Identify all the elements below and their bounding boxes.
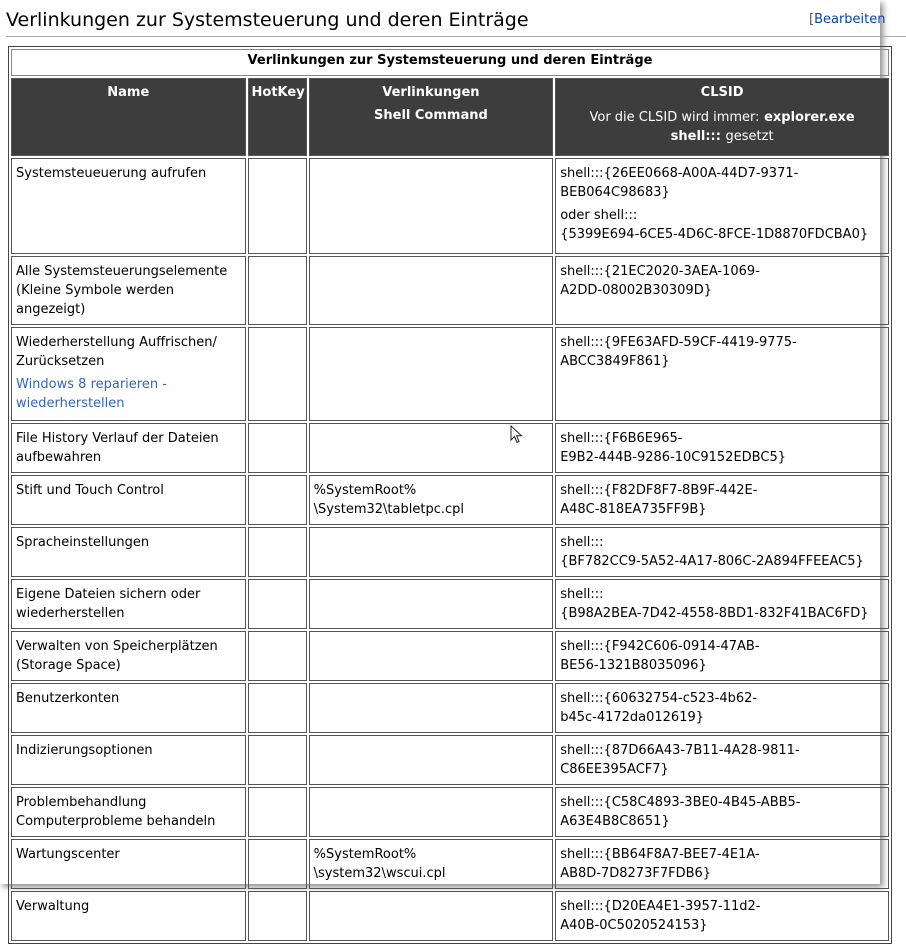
- cell-name: Alle Systemsteuerungselemente (Kleine Symbole werden angezeigt): [11, 256, 246, 325]
- table-row: [11, 423, 889, 473]
- cell-hotkey: [248, 683, 307, 733]
- page-title: Verlinkungen zur Systemsteuerung und deren Einträge: [6, 9, 529, 31]
- cell-hotkey: [248, 256, 307, 325]
- cell-name: Problembehandlung Computerprobleme behandeln: [11, 787, 246, 837]
- cell-clsid: shell:::{D20EA4E1-3957-11d2- A40B-0C5020524153}: [555, 891, 889, 941]
- table-row: [11, 787, 889, 837]
- table-row: [11, 891, 889, 941]
- cell-clsid: shell:::{26EE0668-A00A-44D7-9371- BEB064C98683} oder shell::: {5399E694-6CE5-4D6C-8FCE-1D8870FDCBA0}: [555, 158, 889, 254]
- cell-hotkey: [248, 158, 307, 254]
- cell-name: Wiederherstellung Auffrischen/ Zurücksetzen Windows 8 reparieren - wiederherstellen: [11, 327, 246, 421]
- cell-name: Systemsteueuerung aufrufen: [11, 158, 246, 254]
- edit-section-link[interactable]: [809, 12, 886, 27]
- cell-hotkey: [248, 631, 307, 681]
- cell-hotkey: [248, 327, 307, 421]
- table-row: [11, 256, 889, 325]
- cell-clsid: shell:::{9FE63AFD-59CF-4419-9775- ABCC3849F861}: [555, 327, 889, 421]
- table-row: [11, 683, 889, 733]
- table-row: [11, 735, 889, 785]
- table-row: [11, 579, 889, 629]
- cell-hotkey: [248, 891, 307, 941]
- cell-name: Verwaltung: [11, 891, 246, 941]
- cell-name: Benutzerkonten: [11, 683, 246, 733]
- cell-shell-command: [309, 631, 554, 681]
- cell-clsid: shell:::{BB64F8A7-BEE7-4E1A- AB8D-7D8273F7FDB6}: [555, 839, 889, 889]
- cell-shell-command: %SystemRoot% \System32\tabletpc.cpl: [309, 475, 554, 525]
- cell-shell-command: [309, 787, 554, 837]
- table-row: [11, 158, 889, 254]
- cell-clsid: shell:::{F6B6E965- E9B2-444B-9286-10C9152EDBC5}: [555, 423, 889, 473]
- cell-shell-command: [309, 735, 554, 785]
- table-row: [11, 527, 889, 577]
- cell-clsid: shell::: {BF782CC9-5A52-4A17-806C-2A894FFEEAC5}: [555, 527, 889, 577]
- cell-hotkey: [248, 475, 307, 525]
- cell-clsid: shell:::{21EC2020-3AEA-1069- A2DD-08002B30309D}: [555, 256, 889, 325]
- cell-hotkey: [248, 423, 307, 473]
- cell-shell-command: [309, 891, 554, 941]
- table-row: [11, 631, 889, 681]
- cell-shell-command: [309, 256, 554, 325]
- cell-name: Verwalten von Speicherplätzen (Storage Space): [11, 631, 246, 681]
- cell-hotkey: [248, 839, 307, 889]
- cell-name: Eigene Dateien sichern oder wiederherstellen: [11, 579, 246, 629]
- cell-clsid: shell::: {B98A2BEA-7D42-4558-8BD1-832F41BAC6FD}: [555, 579, 889, 629]
- cell-shell-command: [309, 579, 554, 629]
- cell-clsid: shell:::{C58C4893-3BE0-4B45-ABB5- A63E4B8C8651}: [555, 787, 889, 837]
- table-caption: Verlinkungen zur Systemsteuerung und deren Einträge: [11, 49, 889, 76]
- edit-bracket: [: [809, 12, 815, 27]
- cell-name: Spracheinstellungen: [11, 527, 246, 577]
- table-row: [11, 839, 889, 889]
- cell-hotkey: [248, 527, 307, 577]
- cell-clsid: shell:::{60632754-c523-4b62- b45c-4172da012619}: [555, 683, 889, 733]
- column-header-clsid: CLSID Vor die CLSID wird immer: explorer.exe shell::: gesetzt: [555, 78, 889, 156]
- table-row: [11, 327, 889, 421]
- section-heading: [6, 6, 906, 37]
- cell-clsid: shell:::{F942C606-0914-47AB- BE56-1321B8035096}: [555, 631, 889, 681]
- cell-clsid: shell:::{87D66A43-7B11-4A28-9811- C86EE395ACF7}: [555, 735, 889, 785]
- repair-link[interactable]: Windows 8 reparieren - wiederherstellen: [16, 377, 167, 411]
- cell-name: Stift und Touch Control: [11, 475, 246, 525]
- column-header-name: Name: [11, 78, 246, 156]
- cell-shell-command: [309, 158, 554, 254]
- cell-name: File History Verlauf der Dateien aufbewahren: [11, 423, 246, 473]
- cell-clsid: shell:::{F82DF8F7-8B9F-442E- A48C-818EA735FF9B}: [555, 475, 889, 525]
- column-header-hotkey: HotKey: [248, 78, 307, 156]
- cell-hotkey: [248, 787, 307, 837]
- cell-shell-command: [309, 327, 554, 421]
- cell-shell-command: [309, 683, 554, 733]
- table-row: [11, 475, 889, 525]
- control-panel-links-table: [8, 46, 892, 944]
- cell-name: Indizierungsoptionen: [11, 735, 246, 785]
- cell-shell-command: %SystemRoot% \system32\wscui.cpl: [309, 839, 554, 889]
- cell-hotkey: [248, 735, 307, 785]
- edit-link-label: Bearbeiten: [814, 12, 886, 27]
- mouse-pointer-icon: [510, 425, 524, 449]
- column-header-shell-command: Verlinkungen Shell Command: [309, 78, 554, 156]
- cell-shell-command: [309, 527, 554, 577]
- cell-hotkey: [248, 579, 307, 629]
- cell-name: Wartungscenter: [11, 839, 246, 889]
